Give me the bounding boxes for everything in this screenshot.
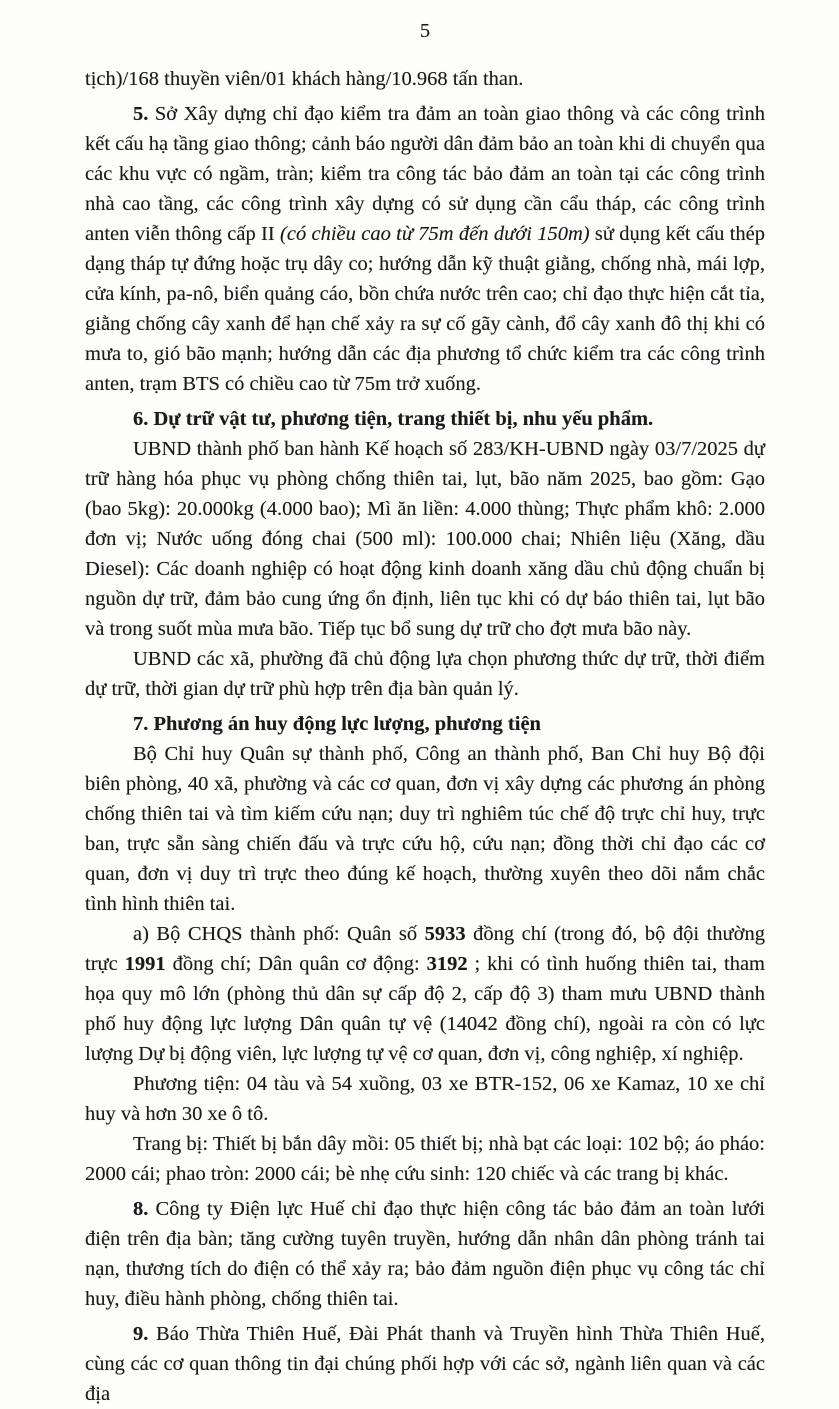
text-run: (có chiều cao từ 75m đến dưới 150m) bbox=[280, 223, 590, 245]
text-run: Công ty Điện lực Huế chỉ đạo thực hiện công tác bảo đảm an toàn lưới điện trên địa bàn; tăng cường tuyên truyền, hướng dẫn nhân dân phòng tránh tai nạn, thương tích do điện có thể xảy ra; bảo đảm nguồn điện phục vụ công tác chỉ huy, điều hành phòng, chống thiên tai. bbox=[85, 1198, 765, 1310]
paragraph-9 bbox=[85, 1069, 765, 1129]
text-run: 5933 bbox=[424, 923, 466, 945]
text-run: 9. bbox=[133, 1323, 157, 1345]
text-run: đồng chí; Dân quân cơ động: bbox=[165, 953, 427, 975]
text-run: sử dụng kết cấu thép dạng tháp tự đứng hoặc trụ dây co; hướng dẫn kỹ thuật giằng, chống nhà, mái lợp, cửa kính, pa-nô, biển quảng cáo, bồn chứa nước trên cao; chỉ đạo thực hiện cắt tỉa, giằng chống cây xanh để hạn chế xảy ra sự cố gãy cành, đổ cây xanh đô thị khi có mưa to, gió bão mạnh; hướng dẫn các địa phương tổ chức kiểm tra các công trình anten, trạm BTS có chiều cao từ 75m trở xuống. bbox=[85, 223, 765, 395]
paragraph-1 bbox=[85, 64, 765, 94]
text-run: 5. bbox=[133, 103, 155, 125]
text-run: 1991 bbox=[124, 953, 166, 975]
paragraph-12 bbox=[85, 1319, 765, 1409]
text-run: Bộ Chỉ huy Quân sự thành phố, Công an thành phố, Ban Chỉ huy Bộ đội biên phòng, 40 xã, phường và các cơ quan, đơn vị xây dựng các phương án phòng chống thiên tai và tìm kiếm cứu nạn; duy trì nghiêm túc chế độ trực chỉ huy, trực ban, trực sẵn sàng chiến đấu và trực cứu hộ, cứu nạn; đồng thời chỉ đạo các cơ quan, đơn vị duy trì trực theo đúng kế hoạch, thường xuyên theo dõi nắm chắc tình hình thiên tai. bbox=[85, 743, 765, 915]
paragraph-3 bbox=[85, 404, 765, 434]
text-run: 8. bbox=[133, 1198, 156, 1220]
paragraph-4 bbox=[85, 434, 765, 644]
paragraph-5 bbox=[85, 644, 765, 704]
paragraph-8 bbox=[85, 919, 765, 1069]
page-number: 5 bbox=[419, 20, 431, 42]
text-run: tịch)/168 thuyền viên/01 khách hàng/10.968 tấn than. bbox=[85, 68, 524, 90]
paragraph-10 bbox=[85, 1129, 765, 1189]
text-run: Báo Thừa Thiên Huế, Đài Phát thanh và Truyền hình Thừa Thiên Huế, cùng các cơ quan thông tin đại chúng phối hợp với các sở, ngành liên quan và các địa bbox=[85, 1323, 766, 1405]
text-run: Sở Xây dựng chỉ đạo kiểm tra đảm an toàn giao thông và các công trình kết cấu hạ tầng giao thông; cảnh báo người dân đảm bảo an toàn khi di chuyển qua các khu vực có ngầm, tràn; kiểm tra công tác bảo đảm an toàn tại các công trình nhà cao tầng, các công trình xây dựng có sử dụng cần cẩu tháp, các công trình anten viễn thông cấp II bbox=[85, 103, 765, 245]
document-body bbox=[85, 64, 765, 1409]
text-run: 3192 bbox=[426, 953, 468, 975]
text-run: a) Bộ CHQS thành phố: Quân số bbox=[133, 923, 425, 945]
text-run: UBND các xã, phường đã chủ động lựa chọn phương thức dự trữ, thời điểm dự trữ, thời gian dự trữ phù hợp trên địa bàn quản lý. bbox=[85, 648, 765, 700]
text-run: ; khi có tình huống thiên tai, tham họa quy mô lớn (phòng thủ dân sự cấp độ 2, cấp độ 3) tham mưu UBND thành phố huy động lực lượng Dân quân tự vệ (14042 đồng chí), ngoài ra còn có lực lượng Dự bị động viên, lực lượng tự vệ cơ quan, đơn vị, công nghiệp, xí nghiệp. bbox=[85, 953, 765, 1065]
text-run: 6. Dự trữ vật tư, phương tiện, trang thiết bị, nhu yếu phẩm. bbox=[133, 408, 654, 430]
paragraph-11 bbox=[85, 1194, 765, 1314]
text-run: Phương tiện: 04 tàu và 54 xuồng, 03 xe BTR-152, 06 xe Kamaz, 10 xe chỉ huy và hơn 30 xe ô tô. bbox=[85, 1073, 765, 1125]
paragraph-2 bbox=[85, 99, 765, 399]
paragraph-6 bbox=[85, 709, 765, 739]
text-run: 7. Phương án huy động lực lượng, phương tiện bbox=[133, 713, 541, 735]
text-run: UBND thành phố ban hành Kế hoạch số 283/KH-UBND ngày 03/7/2025 dự trữ hàng hóa phục vụ phòng chống thiên tai, lụt, bão năm 2025, bao gồm: Gạo (bao 5kg): 20.000kg (4.000 bao); Mì ăn liền: 4.000 thùng; Thực phẩm khô: 2.000 đơn vị; Nước uống đóng chai (500 ml): 100.000 chai; Nhiên liệu (Xăng, dầu Diesel): Các doanh nghiệp có hoạt động kinh doanh xăng dầu chủ động chuẩn bị nguồn dự trữ, đảm bảo cung ứng ổn định, liên tục khi có dự báo thiên tai, lụt bão và trong suốt mùa mưa bão. Tiếp tục bổ sung dự trữ cho đợt mưa bão này. bbox=[85, 438, 765, 640]
paragraph-7 bbox=[85, 739, 765, 919]
text-run: Trang bị: Thiết bị bắn dây mồi: 05 thiết bị; nhà bạt các loại: 102 bộ; áo pháo: 2000 cái; phao tròn: 2000 cái; bè nhẹ cứu sinh: 120 chiếc và các trang bị khác. bbox=[85, 1133, 765, 1185]
text-run: đồng chí (trong đó, bộ đội thường trực bbox=[85, 923, 765, 975]
